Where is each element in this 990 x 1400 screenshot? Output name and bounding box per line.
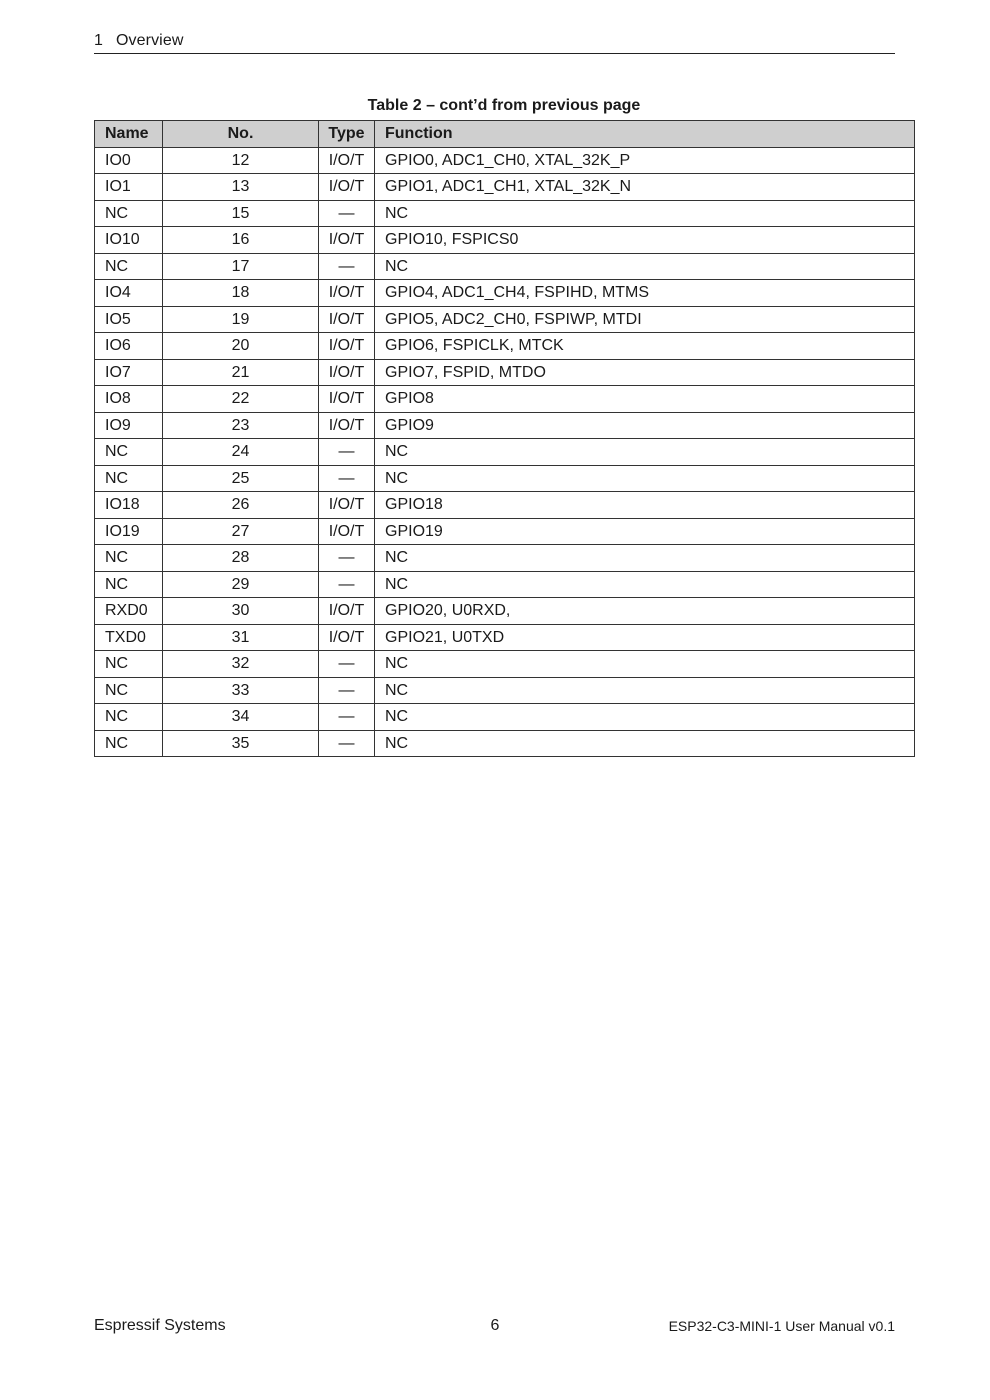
table-row: [95, 730, 915, 757]
pin-function-cell: GPIO0, ADC1_CH0, XTAL_32K_P: [375, 147, 915, 174]
pin-function-cell: GPIO20, U0RXD,: [375, 598, 915, 625]
pin-type-cell: I/O/T: [319, 492, 375, 519]
pin-function-cell: GPIO8: [375, 386, 915, 413]
pin-number-cell: 24: [163, 439, 319, 466]
pin-function-cell: NC: [375, 677, 915, 704]
table-row: [95, 147, 915, 174]
pin-function-cell: GPIO21, U0TXD: [375, 624, 915, 651]
table-body: [95, 147, 915, 757]
pin-name-cell: IO18: [95, 492, 163, 519]
table-row: [95, 386, 915, 413]
pin-number-cell: 30: [163, 598, 319, 625]
pin-type-cell: —: [319, 545, 375, 572]
pin-type-cell: I/O/T: [319, 518, 375, 545]
pin-number-cell: 33: [163, 677, 319, 704]
pin-number-cell: 21: [163, 359, 319, 386]
pin-function-cell: NC: [375, 439, 915, 466]
pin-type-cell: I/O/T: [319, 227, 375, 254]
pin-number-cell: 26: [163, 492, 319, 519]
pin-name-cell: NC: [95, 465, 163, 492]
table-row: [95, 465, 915, 492]
pin-type-cell: I/O/T: [319, 147, 375, 174]
pin-type-cell: —: [319, 465, 375, 492]
table-row: [95, 624, 915, 651]
pin-number-cell: 15: [163, 200, 319, 227]
pin-number-cell: 28: [163, 545, 319, 572]
pin-name-cell: IO7: [95, 359, 163, 386]
pin-function-cell: NC: [375, 651, 915, 678]
pin-type-cell: I/O/T: [319, 174, 375, 201]
pin-name-cell: NC: [95, 704, 163, 731]
pin-type-cell: —: [319, 704, 375, 731]
table-row: [95, 651, 915, 678]
table-row: [95, 359, 915, 386]
pin-function-cell: GPIO7, FSPID, MTDO: [375, 359, 915, 386]
pin-name-cell: IO9: [95, 412, 163, 439]
pin-name-cell: IO5: [95, 306, 163, 333]
column-header-no: No.: [163, 121, 319, 148]
pin-type-cell: I/O/T: [319, 359, 375, 386]
footer-document-title: ESP32-C3-MINI-1 User Manual v0.1: [668, 1318, 895, 1334]
pin-type-cell: —: [319, 253, 375, 280]
pin-name-cell: IO0: [95, 147, 163, 174]
pin-name-cell: NC: [95, 651, 163, 678]
pin-name-cell: IO10: [95, 227, 163, 254]
table-caption: Table 2 – cont’d from previous page: [367, 97, 641, 114]
table-row: [95, 704, 915, 731]
pin-number-cell: 34: [163, 704, 319, 731]
pin-number-cell: 19: [163, 306, 319, 333]
pin-type-cell: I/O/T: [319, 333, 375, 360]
pin-function-cell: GPIO1, ADC1_CH1, XTAL_32K_N: [375, 174, 915, 201]
pin-number-cell: 22: [163, 386, 319, 413]
pin-name-cell: NC: [95, 253, 163, 280]
pin-type-cell: —: [319, 677, 375, 704]
pin-function-cell: GPIO9: [375, 412, 915, 439]
pin-type-cell: I/O/T: [319, 306, 375, 333]
table-row: [95, 518, 915, 545]
footer-company: Espressif Systems: [94, 1317, 226, 1334]
pin-name-cell: NC: [95, 545, 163, 572]
pin-function-cell: NC: [375, 704, 915, 731]
table-row: [95, 492, 915, 519]
pin-type-cell: —: [319, 571, 375, 598]
pin-name-cell: IO1: [95, 174, 163, 201]
pin-function-cell: NC: [375, 545, 915, 572]
pin-type-cell: I/O/T: [319, 624, 375, 651]
pin-number-cell: 20: [163, 333, 319, 360]
pin-number-cell: 27: [163, 518, 319, 545]
pin-name-cell: IO4: [95, 280, 163, 307]
pin-name-cell: NC: [95, 439, 163, 466]
pin-function-cell: GPIO19: [375, 518, 915, 545]
table-row: [95, 439, 915, 466]
pin-function-cell: GPIO6, FSPICLK, MTCK: [375, 333, 915, 360]
pin-number-cell: 13: [163, 174, 319, 201]
pin-name-cell: IO19: [95, 518, 163, 545]
pin-function-cell: NC: [375, 730, 915, 757]
table-row: [95, 174, 915, 201]
pin-type-cell: —: [319, 200, 375, 227]
pin-function-cell: GPIO10, FSPICS0: [375, 227, 915, 254]
pin-number-cell: 12: [163, 147, 319, 174]
pin-type-cell: —: [319, 651, 375, 678]
pin-function-cell: GPIO4, ADC1_CH4, FSPIHD, MTMS: [375, 280, 915, 307]
table-row: [95, 253, 915, 280]
table-row: [95, 280, 915, 307]
table-row: [95, 333, 915, 360]
column-header-name: Name: [95, 121, 163, 148]
table-row: [95, 571, 915, 598]
footer-page-number: 6: [490, 1317, 500, 1334]
table-row: [95, 306, 915, 333]
pin-type-cell: I/O/T: [319, 412, 375, 439]
table-header-row: [95, 121, 915, 148]
pin-function-cell: GPIO5, ADC2_CH0, FSPIWP, MTDI: [375, 306, 915, 333]
pin-name-cell: TXD0: [95, 624, 163, 651]
pin-number-cell: 35: [163, 730, 319, 757]
pin-number-cell: 31: [163, 624, 319, 651]
pin-type-cell: —: [319, 730, 375, 757]
pin-name-cell: IO8: [95, 386, 163, 413]
pin-type-cell: I/O/T: [319, 598, 375, 625]
table-row: [95, 677, 915, 704]
table-row: [95, 412, 915, 439]
pin-number-cell: 16: [163, 227, 319, 254]
pin-type-cell: —: [319, 439, 375, 466]
pin-type-cell: I/O/T: [319, 280, 375, 307]
pin-number-cell: 25: [163, 465, 319, 492]
pin-function-cell: GPIO18: [375, 492, 915, 519]
pin-number-cell: 18: [163, 280, 319, 307]
pin-type-cell: I/O/T: [319, 386, 375, 413]
column-header-function: Function: [375, 121, 915, 148]
pin-name-cell: NC: [95, 677, 163, 704]
pin-function-cell: NC: [375, 200, 915, 227]
pin-number-cell: 23: [163, 412, 319, 439]
pin-name-cell: RXD0: [95, 598, 163, 625]
pin-function-cell: NC: [375, 571, 915, 598]
pin-name-cell: IO6: [95, 333, 163, 360]
pin-number-cell: 17: [163, 253, 319, 280]
pin-name-cell: NC: [95, 200, 163, 227]
pin-number-cell: 32: [163, 651, 319, 678]
pin-function-cell: NC: [375, 465, 915, 492]
table-row: [95, 598, 915, 625]
section-number: 1: [94, 32, 103, 49]
pin-name-cell: NC: [95, 730, 163, 757]
section-title: Overview: [116, 32, 184, 49]
table-row: [95, 200, 915, 227]
pin-definition-table: [94, 120, 915, 757]
table-row: [95, 545, 915, 572]
pin-function-cell: NC: [375, 253, 915, 280]
page-header: [94, 31, 895, 54]
column-header-type: Type: [319, 121, 375, 148]
pin-number-cell: 29: [163, 571, 319, 598]
table-row: [95, 227, 915, 254]
pin-name-cell: NC: [95, 571, 163, 598]
